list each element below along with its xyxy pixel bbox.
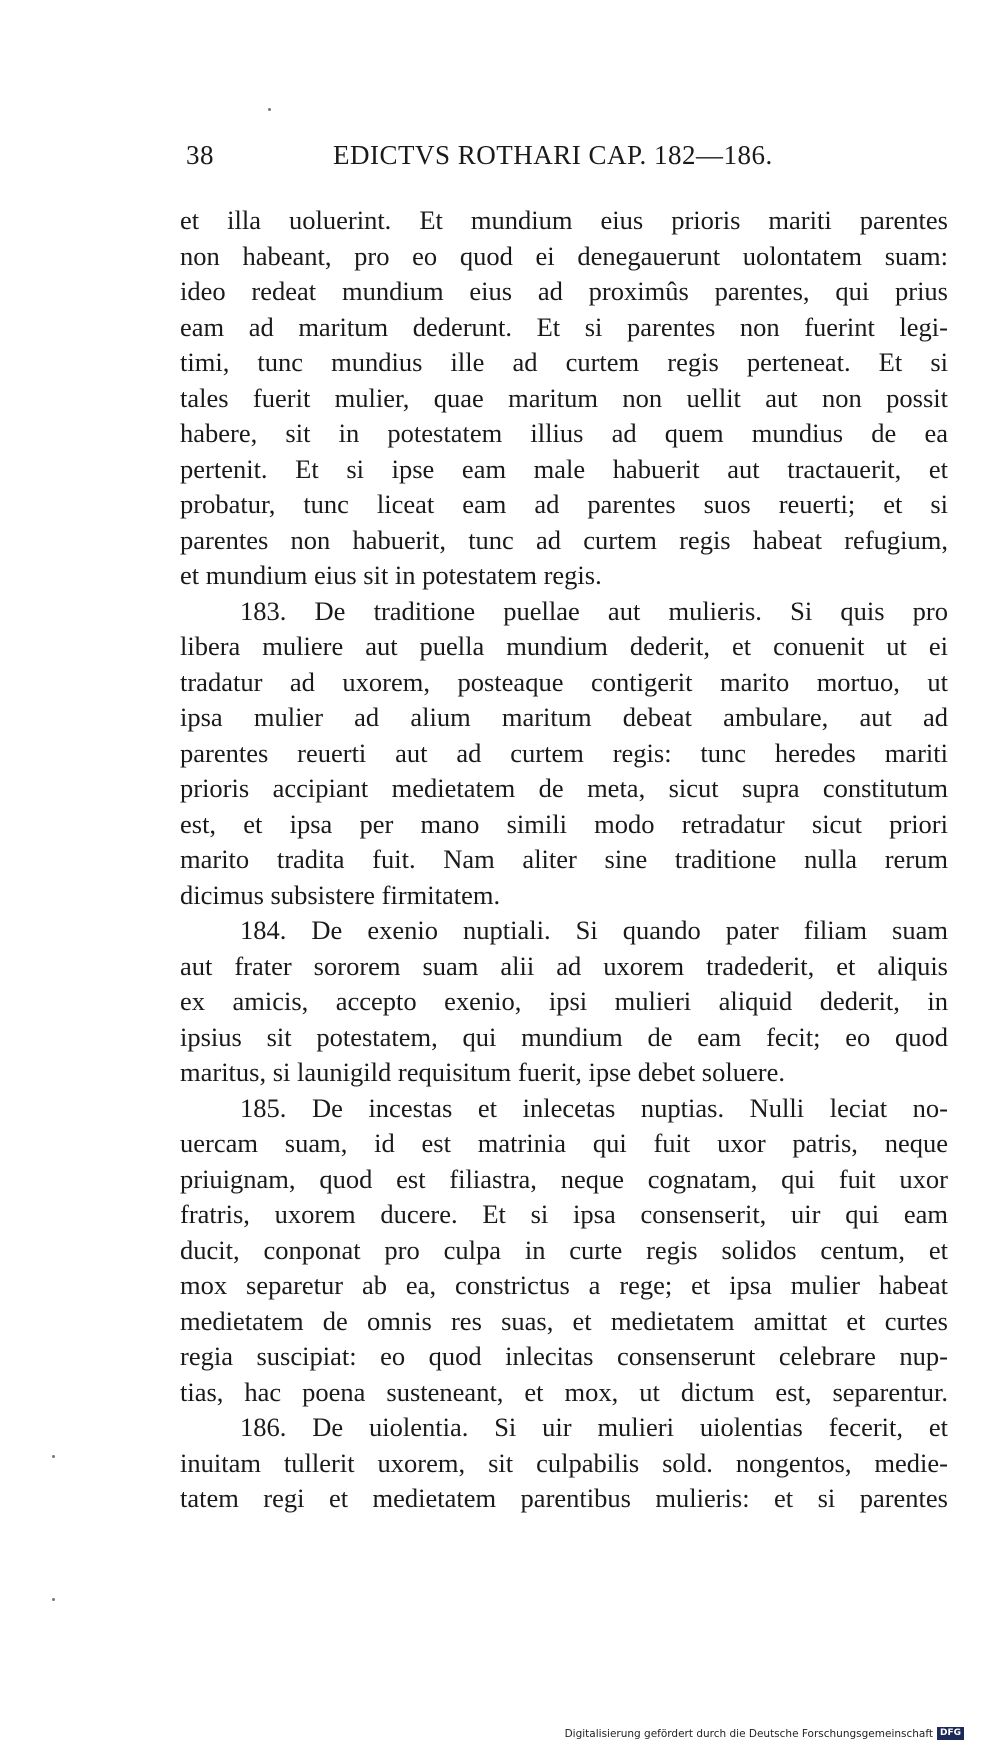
text-line: ideo redeat mundium eius ad proximûs parentes, qui prius [180, 276, 948, 306]
scan-speck [52, 1455, 55, 1458]
text-line: et illa uoluerint. Et mundium eius prioris mariti parentes [180, 205, 948, 235]
text-line: eam ad maritum dederunt. Et si parentes non fuerint legi- [180, 311, 948, 342]
text-line: tales fuerit mulier, quae maritum non uellit aut non possit [180, 382, 948, 413]
text-line: timi, tunc mundius ille ad curtem regis perteneat. Et si [180, 347, 948, 377]
text-line: regia suscipiat: eo quod inlecitas consenserunt celebrare nup- [180, 1341, 948, 1371]
text-line: prioris accipiant medietatem de meta, sicut supra constitutum [180, 773, 948, 803]
text-line: inuitam tullerit uxorem, sit culpabilis sold. nongentos, medie- [180, 1447, 948, 1478]
digitization-footer [565, 1727, 964, 1740]
scan-speck [268, 108, 271, 111]
text-line: est, et ipsa per mano simili modo retradatur sicut priori [180, 808, 948, 839]
body-text [180, 203, 948, 1517]
chapter-186-heading-line: 186. De uiolentia. Si uir mulieri uiolentias fecerit, et [240, 1412, 948, 1442]
text-line: ipsa mulier ad alium maritum debeat ambulare, aut ad [180, 702, 948, 732]
text-line: parentes non habuerit, tunc ad curtem regis habeat refugium, [180, 524, 948, 555]
text-line: fratris, uxorem ducere. Et si ipsa consenserit, uir qui eam [180, 1199, 948, 1229]
text-line: aut frater sororem suam alii ad uxorem tradederit, et aliquis [180, 950, 948, 981]
text-line: tradatur ad uxorem, posteaque contigerit marito mortuo, ut [180, 666, 948, 697]
chapter-185-heading-line: 185. De incestas et inlecetas nuptias. Nulli leciat no- [240, 1092, 948, 1123]
text-line: non habeant, pro eo quod ei denegauerunt uolontatem suam: [180, 240, 948, 271]
text-line: marito tradita fuit. Nam aliter sine traditione nulla rerum [180, 844, 948, 874]
dfg-logo: DFG [937, 1727, 964, 1740]
text-line: tatem regi et medietatem parentibus mulieris: et si parentes [180, 1483, 948, 1513]
text-line: maritus, si launigild requisitum fuerit, ipse debet soluere. [180, 1057, 785, 1087]
chapter-183-heading-line: 183. De traditione puellae aut mulieris. Si quis pro [240, 595, 948, 626]
text-line: ex amicis, accepto exenio, ipsi mulieri aliquid dederit, in [180, 986, 948, 1016]
running-head [186, 140, 806, 180]
text-line: ipsius sit potestatem, qui mundium de eam fecit; eo quod [180, 1021, 948, 1052]
text-line: habere, sit in potestatem illius ad quem mundius de ea [180, 418, 948, 448]
text-line: medietatem de omnis res suas, et medietatem amittat et curtes [180, 1305, 948, 1336]
text-line: probatur, tunc liceat eam ad parentes suos reuerti; et si [180, 489, 948, 519]
text-line: libera muliere aut puella mundium dederit, et conuenit ut ei [180, 631, 948, 661]
text-line: mox separetur ab ea, constrictus a rege; et ipsa mulier habeat [180, 1270, 948, 1300]
text-line: ducit, conponat pro culpa in curte regis solidos centum, et [180, 1234, 948, 1265]
text-line: pertenit. Et si ipse eam male habuerit aut tractauerit, et [180, 453, 948, 484]
chapter-184-heading-line: 184. De exenio nuptiali. Si quando pater filiam suam [240, 915, 948, 945]
scan-speck [52, 1598, 55, 1601]
digitization-note: Digitalisierung gefördert durch die Deutsche Forschungsgemeinschaft [564, 1727, 933, 1740]
text-line: parentes reuerti aut ad curtem regis: tunc heredes mariti [180, 737, 948, 768]
page-number: 38 [186, 140, 214, 170]
text-line: dicimus subsistere firmitatem. [180, 879, 501, 910]
text-line: uercam suam, id est matrinia qui fuit uxor patris, neque [180, 1128, 948, 1158]
text-line: et mundium eius sit in potestatem regis. [180, 560, 602, 590]
text-line: tias, hac poena susteneant, et mox, ut dictum est, separentur. [180, 1376, 948, 1407]
running-head-title: EDICTVS ROTHARI CAP. 182—186. [333, 140, 773, 170]
text-line: priuignam, quod est filiastra, neque cognatam, qui fuit uxor [180, 1163, 948, 1194]
